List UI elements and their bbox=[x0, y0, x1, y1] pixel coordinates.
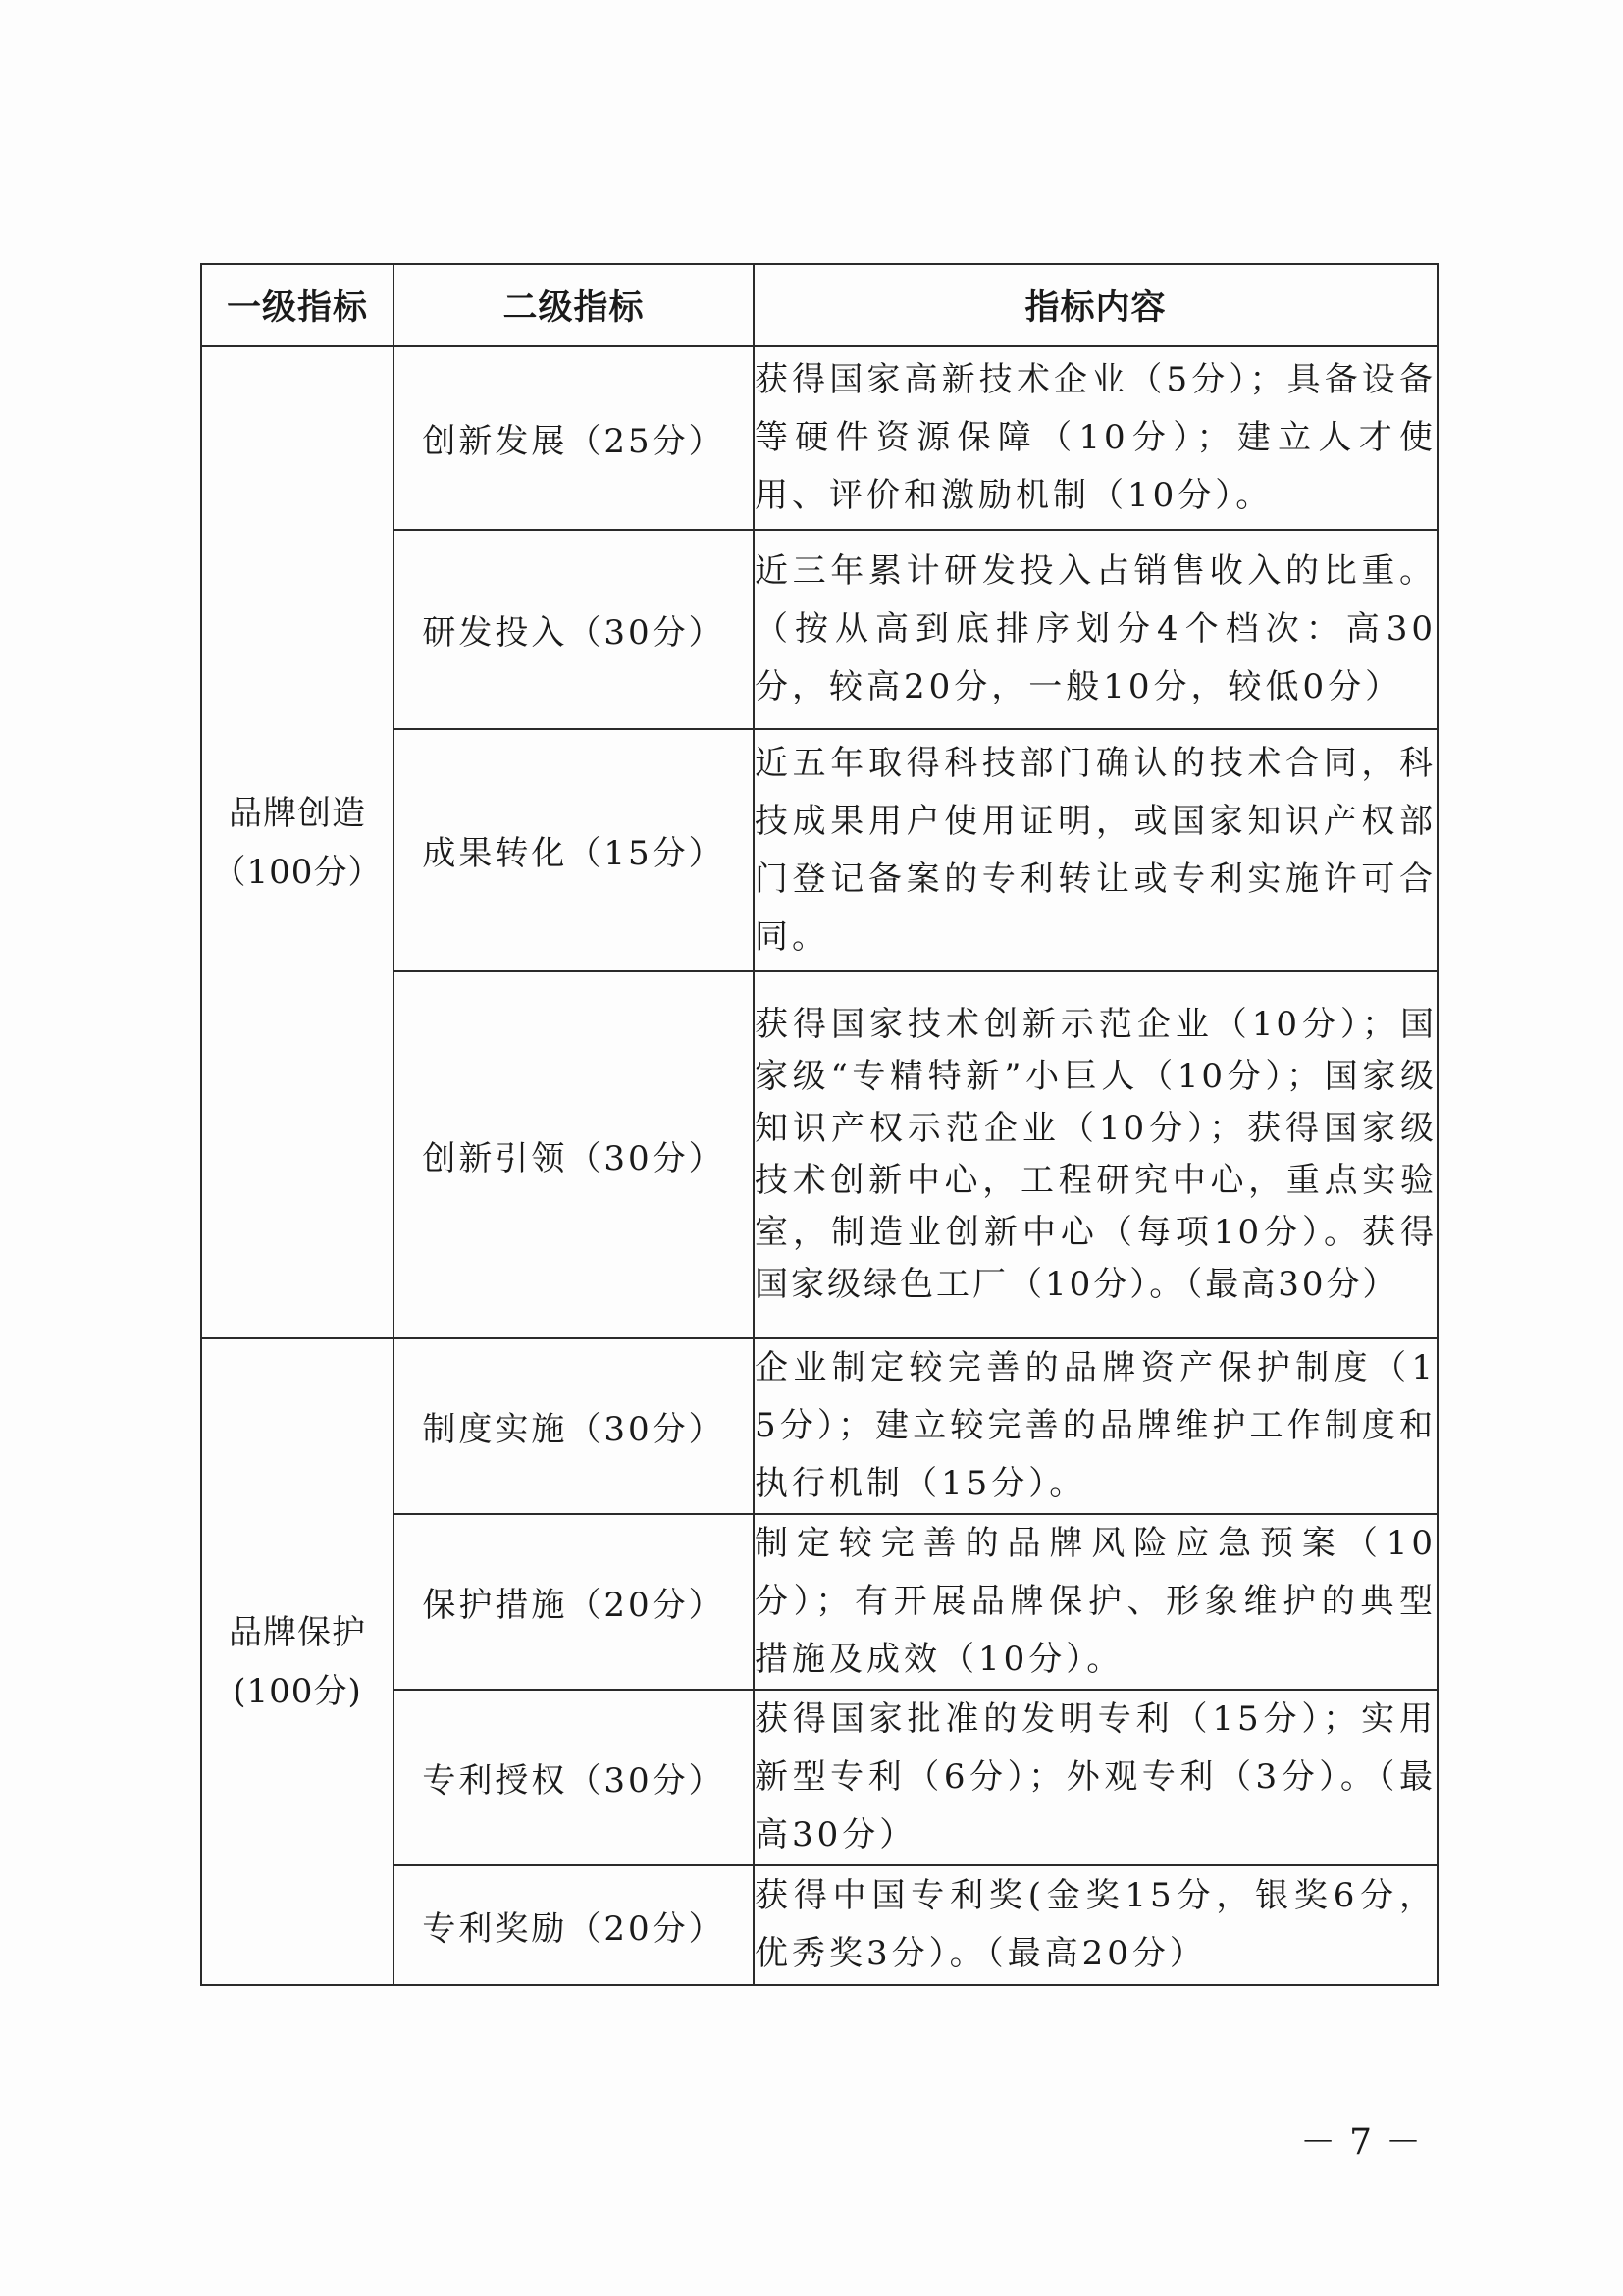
group-brand-protection bbox=[201, 1338, 393, 1985]
indicator-cell: 制度实施（30分） bbox=[393, 1338, 754, 1514]
group-name: 品牌保护 bbox=[229, 1612, 366, 1652]
group-score: （100分） bbox=[212, 852, 383, 892]
content-cell: 获得中国专利奖(金奖15分，银奖6分，优秀奖3分）。（最高20分） bbox=[754, 1865, 1438, 1985]
group-score: (100分) bbox=[233, 1671, 362, 1711]
content-cell: 获得国家高新技术企业（5分）；具备设备等硬件资源保障（10分）；建立人才使用、评价和激励机制（10分）。 bbox=[754, 346, 1438, 530]
indicator-cell: 创新发展（25分） bbox=[393, 346, 754, 530]
table-header-row bbox=[201, 264, 1438, 346]
indicator-cell: 成果转化（15分） bbox=[393, 729, 754, 971]
header-level1: 一级指标 bbox=[201, 264, 393, 346]
indicator-cell: 创新引领（30分） bbox=[393, 971, 754, 1338]
indicator-cell: 专利授权（30分） bbox=[393, 1690, 754, 1865]
indicator-cell: 研发投入（30分） bbox=[393, 530, 754, 729]
content-cell: 制定较完善的品牌风险应急预案（10分）；有开展品牌保护、形象维护的典型措施及成效（10分）。 bbox=[754, 1514, 1438, 1690]
indicator-cell: 专利奖励（20分） bbox=[393, 1865, 754, 1985]
content-cell: 获得国家技术创新示范企业（10分）；国家级“专精特新”小巨人（10分）；国家级知识产权示范企业（10分）；获得国家级技术创新中心，工程研究中心，重点实验室，制造业创新中心（每项10分）。获得国家级绿色工厂（10分）。（最高30分） bbox=[754, 971, 1438, 1338]
table-row bbox=[201, 346, 1438, 530]
content-cell: 近五年取得科技部门确认的技术合同，科技成果用户使用证明，或国家知识产权部门登记备案的专利转让或专利实施许可合同。 bbox=[754, 729, 1438, 971]
indicator-table bbox=[200, 263, 1439, 1986]
table-row bbox=[201, 1338, 1438, 1514]
content-cell: 企业制定较完善的品牌资产保护制度（15分）；建立较完善的品牌维护工作制度和执行机制（15分）。 bbox=[754, 1338, 1438, 1514]
group-brand-creation bbox=[201, 346, 393, 1338]
header-level2: 二级指标 bbox=[393, 264, 754, 346]
content-cell: 近三年累计研发投入占销售收入的比重。（按从高到底排序划分4个档次：高30分，较高20分，一般10分，较低0分） bbox=[754, 530, 1438, 729]
content-cell: 获得国家批准的发明专利（15分）；实用新型专利（6分）；外观专利（3分）。（最高30分） bbox=[754, 1690, 1438, 1865]
group-name: 品牌创造 bbox=[229, 793, 366, 833]
page-number: －7－ bbox=[1300, 2122, 1435, 2163]
indicator-cell: 保护措施（20分） bbox=[393, 1514, 754, 1690]
header-content: 指标内容 bbox=[754, 264, 1438, 346]
